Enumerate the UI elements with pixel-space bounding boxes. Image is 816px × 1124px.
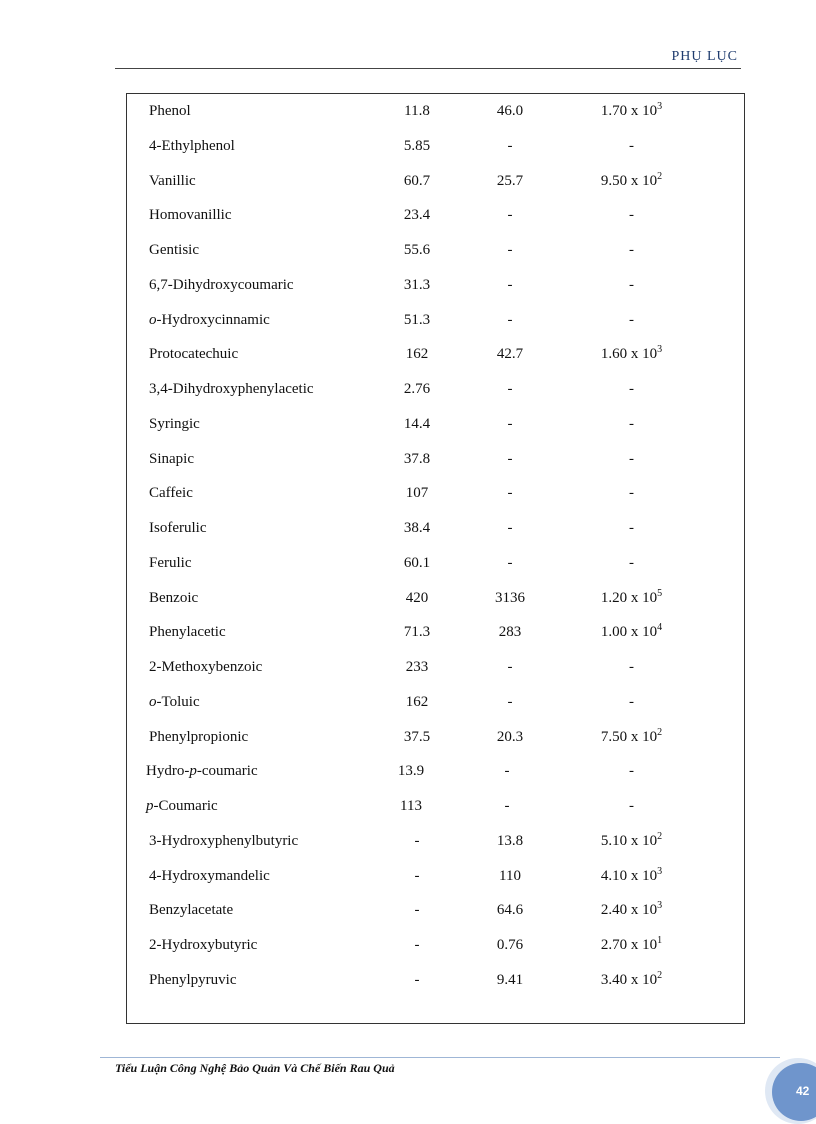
footer-divider [100, 1057, 780, 1058]
value-col2: - [507, 276, 513, 293]
value-col3-exponent: 2 [657, 969, 663, 981]
value-col3-base: - [629, 693, 634, 710]
value-col3-base: 2.40 x 10 [600, 902, 658, 919]
value-col3-exponent: 3 [657, 865, 663, 877]
table-row [127, 310, 744, 330]
table-row [127, 866, 744, 886]
table-row [127, 553, 744, 573]
value-col1: - [414, 902, 420, 919]
value-col3 [574, 935, 689, 955]
table-row [127, 622, 744, 642]
compound-name: 2-Hydroxybutyric [149, 937, 258, 953]
table-row [127, 900, 744, 920]
value-col2: 3136 [495, 589, 525, 606]
value-col2: - [504, 763, 510, 780]
table-row [127, 240, 744, 260]
value-col3 [574, 866, 689, 886]
value-col2: 9.41 [496, 971, 524, 988]
value-col2: - [507, 311, 513, 328]
value-col3 [574, 414, 689, 434]
value-col3 [574, 310, 689, 330]
value-col3-base: - [629, 450, 634, 467]
table-row [127, 935, 744, 955]
compound-name: Phenylpyruvic [149, 971, 237, 988]
table-row [127, 588, 744, 608]
compound-name: Phenylacetic [149, 624, 226, 641]
value-col1: 2.76 [403, 381, 431, 397]
value-col3 [574, 796, 689, 816]
table-row [127, 483, 744, 503]
value-col1: 162 [405, 693, 429, 710]
value-col1: 233 [405, 659, 429, 675]
compound-name: Phenol [149, 103, 191, 119]
value-col3 [574, 831, 689, 851]
value-col3-base: - [629, 137, 634, 154]
value-col3-base: - [629, 415, 634, 432]
table-row [127, 414, 744, 434]
compound-name: Hydro-p-coumaric [146, 763, 258, 780]
value-col3 [574, 136, 689, 156]
value-col2: 25.7 [496, 172, 524, 189]
value-col2: 46.0 [496, 103, 524, 119]
value-col1: 11.8 [404, 103, 430, 119]
value-col3 [574, 553, 689, 573]
value-col3-base: - [629, 485, 634, 502]
compound-name: 2-Methoxybenzoic [149, 659, 263, 675]
compound-name: 4-Hydroxymandelic [149, 867, 270, 884]
value-col3-base: - [629, 659, 634, 675]
compound-name: 4-Ethylphenol [149, 137, 235, 154]
value-col3 [574, 344, 689, 364]
value-col3-base: - [629, 207, 634, 224]
value-col2: - [507, 659, 513, 675]
table-row [127, 449, 744, 469]
value-col3 [574, 275, 689, 295]
value-col1: 14.4 [403, 415, 431, 432]
value-col3-exponent: 3 [657, 900, 663, 912]
footer-title: Tiểu Luận Công Nghệ Bảo Quản Và Chế Biến Rau Quả [115, 1061, 395, 1075]
compound-name: o-Hydroxycinnamic [149, 311, 270, 328]
value-col2: 0.76 [496, 937, 524, 953]
compound-name: Syringic [149, 415, 200, 432]
value-col3 [574, 205, 689, 225]
value-col2: - [507, 242, 513, 258]
table-row [127, 379, 744, 399]
compound-name: Caffeic [149, 485, 193, 502]
value-col3-base: - [629, 276, 634, 293]
value-col2: - [507, 450, 513, 467]
value-col1: 60.7 [403, 172, 431, 189]
value-col1: - [414, 971, 420, 988]
compound-name: Sinapic [149, 450, 194, 467]
compound-name: Protocatechuic [149, 346, 239, 363]
value-col2: - [507, 485, 513, 502]
value-col2: - [507, 415, 513, 432]
compound-name: Phenylpropionic [149, 728, 249, 745]
value-col3-base: - [629, 554, 634, 571]
value-col3-base: 9.50 x 10 [600, 172, 658, 189]
table-row [127, 205, 744, 225]
compound-name: 3-Hydroxyphenylbutyric [149, 832, 299, 849]
table-row [127, 796, 744, 816]
value-col2: - [507, 381, 513, 397]
compound-name: Homovanillic [149, 207, 232, 224]
value-col3 [574, 657, 689, 677]
value-col3 [574, 240, 689, 260]
value-col1: - [414, 937, 420, 953]
table-row [127, 761, 744, 781]
header-divider [115, 68, 741, 69]
compound-name: 6,7-Dihydroxycoumaric [149, 276, 294, 293]
value-col3-exponent: 3 [657, 344, 663, 356]
value-col3-base: - [629, 798, 634, 814]
value-col1: 51.3 [403, 311, 431, 328]
value-col3-base: 2.70 x 10 [600, 937, 658, 953]
value-col3-base: 4.10 x 10 [600, 867, 658, 884]
value-col3 [574, 692, 689, 712]
value-col3-exponent: 2 [657, 726, 663, 738]
value-col1: 420 [405, 589, 429, 606]
compound-name: 3,4-Dihydroxyphenylacetic [149, 381, 314, 397]
value-col3-exponent: 2 [657, 170, 663, 182]
value-col2: - [507, 520, 513, 536]
value-col3-exponent: 2 [657, 830, 663, 842]
value-col1: 5.85 [403, 137, 431, 154]
table-row [127, 171, 744, 191]
value-col3-base: 1.70 x 10 [600, 103, 658, 119]
value-col3-base: 1.20 x 10 [600, 589, 658, 606]
value-col1: 113 [400, 798, 422, 814]
value-col2: 64.6 [496, 902, 524, 919]
value-col3-base: 1.60 x 10 [600, 346, 658, 363]
value-col3-base: - [629, 763, 634, 780]
value-col1: 162 [405, 346, 429, 363]
value-col2: 110 [499, 867, 521, 884]
value-col3 [574, 449, 689, 469]
compound-name: Gentisic [149, 242, 199, 258]
value-col1: 107 [405, 485, 429, 502]
compound-name: p-Coumaric [146, 798, 218, 814]
value-col3-exponent: 3 [657, 101, 663, 112]
value-col1: 37.5 [403, 728, 431, 745]
value-col1: - [414, 867, 420, 884]
page-number: 42 [796, 1084, 810, 1098]
table-row [127, 275, 744, 295]
value-col3 [574, 518, 689, 538]
compound-name: Ferulic [149, 554, 192, 571]
value-col1: 55.6 [403, 242, 431, 258]
value-col1: 37.8 [403, 450, 431, 467]
value-col3-exponent: 4 [657, 622, 663, 634]
value-col3 [574, 622, 689, 642]
value-col1: 71.3 [403, 624, 431, 641]
value-col1: 38.4 [403, 520, 431, 536]
value-col2: 13.8 [496, 832, 524, 849]
value-col3-exponent: 5 [657, 587, 663, 599]
value-col1: 60.1 [403, 554, 431, 571]
value-col3-base: - [629, 381, 634, 397]
value-col2: - [507, 137, 513, 154]
table-row [127, 831, 744, 851]
compound-name: o-Toluic [149, 693, 200, 710]
value-col3-base: 1.00 x 10 [600, 624, 658, 641]
value-col2: - [507, 693, 513, 710]
table-row [127, 727, 744, 747]
compound-name: Benzylacetate [149, 902, 234, 919]
value-col3-base: - [629, 242, 634, 258]
compound-name: Benzoic [149, 589, 199, 606]
value-col3-base: 7.50 x 10 [600, 728, 658, 745]
value-col3 [574, 727, 689, 747]
value-col2: 42.7 [496, 346, 524, 363]
page-header-title: PHỤ LỤC [671, 49, 738, 64]
compound-name: Isoferulic [149, 520, 207, 536]
value-col3 [574, 101, 689, 121]
value-col3 [574, 379, 689, 399]
value-col1: 23.4 [403, 207, 431, 224]
table-row [127, 101, 744, 121]
value-col3-base: 5.10 x 10 [600, 832, 658, 849]
value-col3 [574, 483, 689, 503]
value-col1: - [414, 832, 420, 849]
table-row [127, 136, 744, 156]
table-row [127, 344, 744, 364]
value-col3 [574, 171, 689, 191]
value-col3 [574, 761, 689, 781]
table-row [127, 692, 744, 712]
value-col3-exponent: 1 [657, 935, 663, 946]
value-col3-base: - [629, 311, 634, 328]
value-col2: - [507, 207, 513, 224]
value-col3-base: 3.40 x 10 [600, 971, 658, 988]
value-col3 [574, 588, 689, 608]
value-col1: 13.9 [397, 763, 425, 780]
value-col3 [574, 900, 689, 920]
value-col2: 20.3 [496, 728, 524, 745]
table-row [127, 518, 744, 538]
table-row [127, 970, 744, 990]
table-row [127, 657, 744, 677]
value-col2: - [504, 798, 510, 814]
value-col2: - [507, 554, 513, 571]
value-col3 [574, 970, 689, 990]
value-col3-base: - [629, 520, 634, 536]
data-table [126, 93, 745, 1024]
value-col1: 31.3 [403, 276, 431, 293]
value-col2: 283 [498, 624, 522, 641]
compound-name: Vanillic [149, 172, 196, 189]
